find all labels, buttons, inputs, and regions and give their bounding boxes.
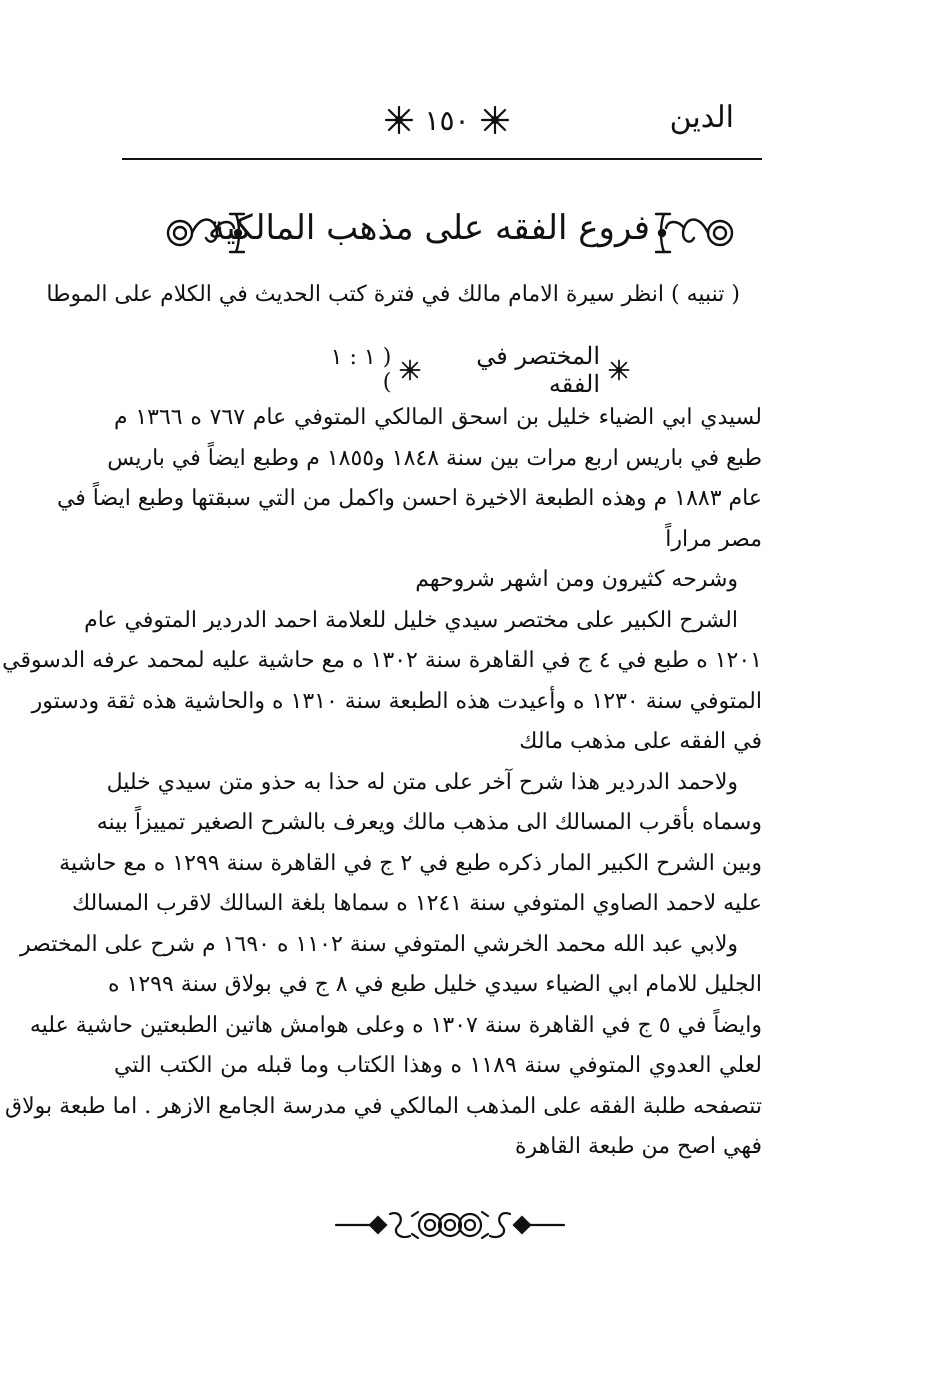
section-title-row — [160, 200, 740, 270]
footer-ornament-icon — [330, 1200, 570, 1250]
text-line: وايضاً في ٥ ج في القاهرة سنة ١٣٠٧ ه وعلى هوامش هاتين الطبعتين حاشية عليه — [29, 1012, 762, 1038]
text-line: تتصفحه طلبة الفقه على المذهب المالكي في مدرسة الجامع الازهر . اما طبعة بولاق — [5, 1093, 762, 1119]
star-ornament-icon — [480, 105, 510, 135]
running-header — [120, 98, 740, 148]
text-line: مصر مراراً — [665, 526, 762, 552]
text-line: الجليل للامام ابي الضياء سيدي خليل طبع في ٨ ج في بولاق سنة ١٢٩٩ ه — [108, 972, 762, 997]
star-ornament-icon — [399, 359, 421, 381]
entry-title: المختصر في الفقه — [476, 342, 600, 398]
text-line: ١٢٠١ ه طبع في ٤ ج في القاهرة سنة ١٣٠٢ ه مع حاشية عليه لمحمد عرفه الدسوقي — [2, 648, 762, 673]
body-text — [2, 398, 762, 1168]
text-line: وبين الشرح الكبير المار ذكره طبع في ٢ ج في القاهرة سنة ١٢٩٩ ه مع حاشية — [59, 850, 762, 876]
star-ornament-icon — [384, 105, 414, 135]
text-line: وسماه بأقرب المسالك الى مذهب مالك ويعرف بالشرح الصغير تمييزاً بينه — [96, 810, 762, 835]
text-line: الشرح الكبير على مختصر سيدي خليل للعلامة احمد الدردير المتوفي عام — [84, 607, 738, 633]
entry-heading — [320, 342, 630, 398]
text-line: المتوفي سنة ١٢٣٠ ه وأعيدت هذه الطبعة سنة ١٣١٠ ه والحاشية هذه ثقة ودستور — [31, 688, 762, 714]
text-line: عام ١٨٨٣ م وهذه الطبعة الاخيرة احسن واكمل من التي سبقتها وطبع ايضاً في — [56, 486, 762, 511]
text-line: لعلي العدوي المتوفي سنة ١١٨٩ ه وهذا الكتاب وما قبله من الكتب التي — [114, 1053, 762, 1078]
text-line: لسيدي ابي الضياء خليل بن اسحق المالكي المتوفي عام ٧٦٧ ه ١٣٦٦ م — [114, 405, 762, 430]
text-line: طبع في باريس اربع مرات بين سنة ١٨٤٨ و١٨٥٥ م وطبع ايضاً في باريس — [107, 445, 762, 471]
text-line: وشرحه كثيرون ومن اشهر شروحهم — [415, 567, 738, 592]
star-ornament-icon — [608, 359, 630, 381]
page-number-group — [382, 98, 512, 142]
section-note: ( تنبيه ) انظر سيرة الامام مالك في فترة كتب الحديث في الكلام على الموطا — [46, 282, 740, 307]
section-title: فروع الفقه على مذهب المالكية — [207, 208, 650, 248]
page-number: ١٥٠ — [424, 103, 470, 137]
text-line: عليه لاحمد الصاوي المتوفي سنة ١٢٤١ ه سماها بلغة السالك لاقرب المسالك — [71, 891, 762, 916]
running-title: الدين — [669, 100, 734, 135]
scroll-ornament-icon — [652, 206, 740, 264]
entry-number: ( ١ : ١ ) — [330, 345, 392, 395]
text-line: ولاحمد الدردير هذا شرح آخر على متن له حذا به حذو متن سيدي خليل — [106, 769, 738, 795]
text-line: فهي اصح من طبعة القاهرة — [515, 1134, 762, 1159]
text-line: في الفقه على مذهب مالك — [519, 729, 762, 754]
text-line: ولابي عبد الله محمد الخرشي المتوفي سنة ١١٠٢ ه ١٦٩٠ م شرح على المختصر — [20, 931, 738, 957]
header-rule — [122, 158, 762, 160]
